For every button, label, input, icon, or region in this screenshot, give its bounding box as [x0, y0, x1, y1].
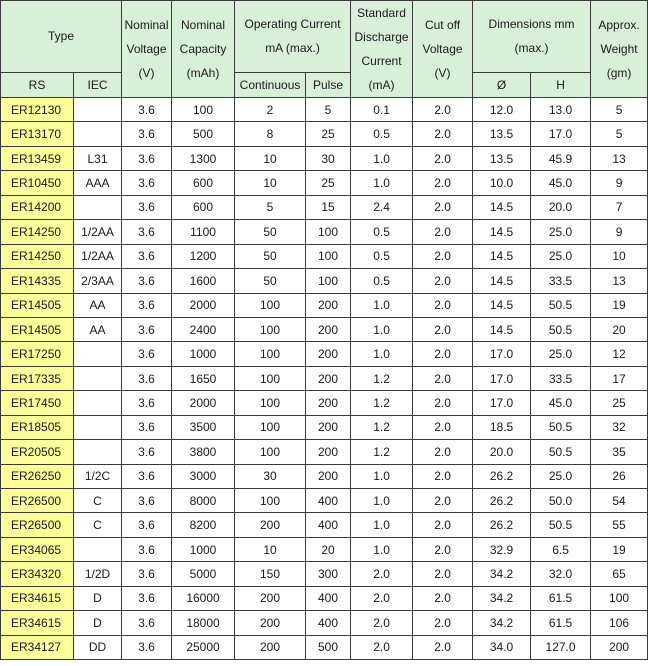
cutoff-cell: 2.0 — [413, 464, 473, 488]
diameter-cell: 34.2 — [473, 611, 531, 635]
table-row — [1, 122, 648, 146]
table-row — [1, 244, 648, 268]
pulse-cell: 500 — [306, 635, 351, 659]
diameter-cell: 12.0 — [473, 98, 531, 122]
voltage-cell: 3.6 — [122, 562, 172, 586]
diameter-cell: 14.5 — [473, 293, 531, 317]
table-row — [1, 171, 648, 195]
diameter-cell: 13.5 — [473, 146, 531, 170]
continuous-cell: 200 — [235, 513, 306, 537]
height-cell: 61.5 — [531, 611, 591, 635]
diameter-subheader: Ø — [473, 72, 531, 97]
capacity-cell: 16000 — [172, 586, 235, 610]
weight-cell: 5 — [591, 122, 648, 146]
rs-cell: ER20505 — [1, 440, 74, 464]
continuous-cell: 30 — [235, 464, 306, 488]
continuous-cell: 50 — [235, 244, 306, 268]
height-cell: 20.0 — [531, 195, 591, 219]
table-row — [1, 440, 648, 464]
pulse-cell: 200 — [306, 342, 351, 366]
table-row — [1, 513, 648, 537]
pulse-cell: 5 — [306, 98, 351, 122]
dimensions-header: Dimensions mm (max.) — [473, 1, 591, 73]
height-cell: 50.5 — [531, 293, 591, 317]
diameter-cell: 14.5 — [473, 269, 531, 293]
diameter-cell: 34.2 — [473, 562, 531, 586]
capacity-cell: 600 — [172, 195, 235, 219]
table-row — [1, 464, 648, 488]
height-cell: 13.0 — [531, 98, 591, 122]
capacity-cell: 2000 — [172, 293, 235, 317]
rs-cell: ER14335 — [1, 269, 74, 293]
continuous-cell: 100 — [235, 293, 306, 317]
pulse-cell: 100 — [306, 244, 351, 268]
pulse-cell: 200 — [306, 317, 351, 341]
discharge-cell: 1.0 — [351, 537, 413, 561]
pulse-cell: 200 — [306, 464, 351, 488]
discharge-cell: 2.4 — [351, 195, 413, 219]
iec-cell: D — [74, 586, 122, 610]
iec-cell: D — [74, 611, 122, 635]
continuous-cell: 100 — [235, 391, 306, 415]
rs-cell: ER26250 — [1, 464, 74, 488]
capacity-cell: 1000 — [172, 342, 235, 366]
weight-header: Approx. Weight (gm) — [591, 1, 648, 98]
height-cell: 25.0 — [531, 220, 591, 244]
rs-cell: ER12130 — [1, 98, 74, 122]
table-row — [1, 195, 648, 219]
continuous-cell: 100 — [235, 342, 306, 366]
cutoff-cell: 2.0 — [413, 220, 473, 244]
cutoff-cell: 2.0 — [413, 171, 473, 195]
voltage-cell: 3.6 — [122, 269, 172, 293]
discharge-cell: 1.0 — [351, 489, 413, 513]
weight-cell: 9 — [591, 171, 648, 195]
diameter-cell: 14.5 — [473, 220, 531, 244]
continuous-cell: 10 — [235, 146, 306, 170]
iec-cell: AA — [74, 317, 122, 341]
table-row — [1, 611, 648, 635]
cutoff-cell: 2.0 — [413, 562, 473, 586]
voltage-cell: 3.6 — [122, 98, 172, 122]
table-row — [1, 586, 648, 610]
weight-cell: 20 — [591, 317, 648, 341]
discharge-cell: 1.0 — [351, 293, 413, 317]
discharge-cell: 0.5 — [351, 122, 413, 146]
diameter-cell: 10.0 — [473, 171, 531, 195]
height-cell: 32.0 — [531, 562, 591, 586]
weight-cell: 55 — [591, 513, 648, 537]
continuous-cell: 200 — [235, 586, 306, 610]
weight-cell: 13 — [591, 146, 648, 170]
capacity-cell: 500 — [172, 122, 235, 146]
rs-cell: ER17335 — [1, 366, 74, 390]
continuous-cell: 50 — [235, 269, 306, 293]
nominal-voltage-header: Nominal Voltage (V) — [122, 1, 172, 98]
iec-cell — [74, 415, 122, 439]
continuous-cell: 10 — [235, 171, 306, 195]
pulse-cell: 200 — [306, 440, 351, 464]
discharge-cell: 0.5 — [351, 220, 413, 244]
continuous-cell: 100 — [235, 415, 306, 439]
diameter-cell: 32.9 — [473, 537, 531, 561]
diameter-cell: 17.0 — [473, 391, 531, 415]
continuous-cell: 10 — [235, 537, 306, 561]
discharge-cell: 1.0 — [351, 146, 413, 170]
voltage-cell: 3.6 — [122, 489, 172, 513]
capacity-cell: 3500 — [172, 415, 235, 439]
capacity-cell: 5000 — [172, 562, 235, 586]
voltage-cell: 3.6 — [122, 513, 172, 537]
continuous-cell: 8 — [235, 122, 306, 146]
rs-cell: ER13170 — [1, 122, 74, 146]
iec-subheader: IEC — [74, 72, 122, 97]
iec-cell: 1/2AA — [74, 244, 122, 268]
discharge-cell: 0.5 — [351, 244, 413, 268]
discharge-cell: 1.2 — [351, 440, 413, 464]
weight-cell: 5 — [591, 98, 648, 122]
height-cell: 45.0 — [531, 171, 591, 195]
weight-cell: 25 — [591, 391, 648, 415]
rs-cell: ER26500 — [1, 489, 74, 513]
weight-cell: 26 — [591, 464, 648, 488]
capacity-cell: 25000 — [172, 635, 235, 659]
pulse-cell: 300 — [306, 562, 351, 586]
iec-cell: C — [74, 513, 122, 537]
continuous-cell: 200 — [235, 635, 306, 659]
rs-cell: ER14250 — [1, 244, 74, 268]
rs-cell: ER14200 — [1, 195, 74, 219]
capacity-cell: 2000 — [172, 391, 235, 415]
iec-cell: DD — [74, 635, 122, 659]
table-row — [1, 366, 648, 390]
diameter-cell: 26.2 — [473, 489, 531, 513]
weight-cell: 13 — [591, 269, 648, 293]
voltage-cell: 3.6 — [122, 635, 172, 659]
continuous-cell: 150 — [235, 562, 306, 586]
discharge-cell: 0.5 — [351, 269, 413, 293]
pulse-cell: 200 — [306, 366, 351, 390]
capacity-cell: 1600 — [172, 269, 235, 293]
voltage-cell: 3.6 — [122, 391, 172, 415]
iec-cell: 2/3AA — [74, 269, 122, 293]
diameter-cell: 26.2 — [473, 513, 531, 537]
type-header: Type — [1, 1, 122, 73]
table-row — [1, 317, 648, 341]
iec-cell — [74, 122, 122, 146]
table-row — [1, 342, 648, 366]
pulse-cell: 100 — [306, 269, 351, 293]
rs-cell: ER34615 — [1, 611, 74, 635]
voltage-cell: 3.6 — [122, 586, 172, 610]
cutoff-cell: 2.0 — [413, 513, 473, 537]
rs-cell: ER17450 — [1, 391, 74, 415]
rs-cell: ER34127 — [1, 635, 74, 659]
iec-cell — [74, 391, 122, 415]
capacity-cell: 1300 — [172, 146, 235, 170]
pulse-cell: 200 — [306, 293, 351, 317]
continuous-cell: 100 — [235, 440, 306, 464]
voltage-cell: 3.6 — [122, 171, 172, 195]
table-row — [1, 146, 648, 170]
discharge-cell: 1.2 — [351, 366, 413, 390]
cutoff-cell: 2.0 — [413, 122, 473, 146]
capacity-cell: 8000 — [172, 489, 235, 513]
cutoff-cell: 2.0 — [413, 440, 473, 464]
capacity-cell: 1650 — [172, 366, 235, 390]
iec-cell: AAA — [74, 171, 122, 195]
pulse-cell: 400 — [306, 611, 351, 635]
diameter-cell: 20.0 — [473, 440, 531, 464]
rs-cell: ER14250 — [1, 220, 74, 244]
weight-cell: 35 — [591, 440, 648, 464]
table-row — [1, 562, 648, 586]
continuous-cell: 5 — [235, 195, 306, 219]
capacity-cell: 2400 — [172, 317, 235, 341]
cutoff-cell: 2.0 — [413, 293, 473, 317]
capacity-cell: 600 — [172, 171, 235, 195]
capacity-cell: 1000 — [172, 537, 235, 561]
cutoff-cell: 2.0 — [413, 489, 473, 513]
weight-cell: 200 — [591, 635, 648, 659]
iec-cell — [74, 342, 122, 366]
continuous-cell: 100 — [235, 489, 306, 513]
cutoff-cell: 2.0 — [413, 195, 473, 219]
diameter-cell: 18.5 — [473, 415, 531, 439]
voltage-cell: 3.6 — [122, 220, 172, 244]
pulse-cell: 30 — [306, 146, 351, 170]
discharge-cell: 1.0 — [351, 513, 413, 537]
rs-cell: ER34320 — [1, 562, 74, 586]
operating-current-header: Operating Current mA (max.) — [235, 1, 351, 73]
height-cell: 50.5 — [531, 317, 591, 341]
iec-cell — [74, 366, 122, 390]
table-row — [1, 415, 648, 439]
height-cell: 33.5 — [531, 269, 591, 293]
cutoff-cell: 2.0 — [413, 317, 473, 341]
discharge-cell: 2.0 — [351, 586, 413, 610]
weight-cell: 19 — [591, 293, 648, 317]
iec-cell — [74, 98, 122, 122]
cutoff-cell: 2.0 — [413, 146, 473, 170]
rs-cell: ER34615 — [1, 586, 74, 610]
iec-cell: 1/2D — [74, 562, 122, 586]
standard-discharge-header: Standard Discharge Current (mA) — [351, 1, 413, 98]
table-row — [1, 537, 648, 561]
table-row — [1, 489, 648, 513]
cutoff-cell: 2.0 — [413, 342, 473, 366]
iec-cell — [74, 440, 122, 464]
voltage-cell: 3.6 — [122, 464, 172, 488]
height-cell: 50.5 — [531, 440, 591, 464]
height-cell: 25.0 — [531, 244, 591, 268]
cutoff-cell: 2.0 — [413, 391, 473, 415]
discharge-cell: 1.0 — [351, 464, 413, 488]
continuous-subheader: Continuous — [235, 72, 306, 97]
discharge-cell: 1.2 — [351, 415, 413, 439]
weight-cell: 10 — [591, 244, 648, 268]
pulse-cell: 400 — [306, 586, 351, 610]
rs-cell: ER26500 — [1, 513, 74, 537]
pulse-cell: 200 — [306, 391, 351, 415]
voltage-cell: 3.6 — [122, 146, 172, 170]
weight-cell: 32 — [591, 415, 648, 439]
discharge-cell: 2.0 — [351, 635, 413, 659]
height-cell: 45.9 — [531, 146, 591, 170]
height-subheader: H — [531, 72, 591, 97]
height-cell: 61.5 — [531, 586, 591, 610]
height-cell: 25.0 — [531, 342, 591, 366]
rs-cell: ER18505 — [1, 415, 74, 439]
voltage-cell: 3.6 — [122, 317, 172, 341]
weight-cell: 65 — [591, 562, 648, 586]
height-cell: 33.5 — [531, 366, 591, 390]
continuous-cell: 2 — [235, 98, 306, 122]
voltage-cell: 3.6 — [122, 440, 172, 464]
weight-cell: 106 — [591, 611, 648, 635]
diameter-cell: 14.5 — [473, 317, 531, 341]
height-cell: 50.5 — [531, 513, 591, 537]
table-row — [1, 98, 648, 122]
height-cell: 17.0 — [531, 122, 591, 146]
discharge-cell: 1.0 — [351, 342, 413, 366]
height-cell: 50.0 — [531, 489, 591, 513]
pulse-cell: 15 — [306, 195, 351, 219]
rs-cell: ER17250 — [1, 342, 74, 366]
capacity-cell: 1200 — [172, 244, 235, 268]
weight-cell: 17 — [591, 366, 648, 390]
voltage-cell: 3.6 — [122, 366, 172, 390]
table-row — [1, 220, 648, 244]
discharge-cell: 1.2 — [351, 391, 413, 415]
voltage-cell: 3.6 — [122, 537, 172, 561]
nominal-capacity-header: Nominal Capacity (mAh) — [172, 1, 235, 98]
pulse-cell: 400 — [306, 489, 351, 513]
cutoff-cell: 2.0 — [413, 98, 473, 122]
pulse-cell: 100 — [306, 220, 351, 244]
continuous-cell: 50 — [235, 220, 306, 244]
diameter-cell: 14.5 — [473, 244, 531, 268]
iec-cell: 1/2AA — [74, 220, 122, 244]
rs-cell: ER14505 — [1, 293, 74, 317]
rs-cell: ER13459 — [1, 146, 74, 170]
voltage-cell: 3.6 — [122, 195, 172, 219]
height-cell: 25.0 — [531, 464, 591, 488]
diameter-cell: 34.0 — [473, 635, 531, 659]
diameter-cell: 26.2 — [473, 464, 531, 488]
capacity-cell: 18000 — [172, 611, 235, 635]
rs-subheader: RS — [1, 72, 74, 97]
discharge-cell: 2.0 — [351, 562, 413, 586]
discharge-cell: 0.1 — [351, 98, 413, 122]
discharge-cell: 1.0 — [351, 317, 413, 341]
diameter-cell: 13.5 — [473, 122, 531, 146]
iec-cell — [74, 195, 122, 219]
height-cell: 127.0 — [531, 635, 591, 659]
capacity-cell: 3000 — [172, 464, 235, 488]
weight-cell: 7 — [591, 195, 648, 219]
height-cell: 45.0 — [531, 391, 591, 415]
weight-cell: 54 — [591, 489, 648, 513]
diameter-cell: 17.0 — [473, 342, 531, 366]
continuous-cell: 200 — [235, 611, 306, 635]
table-row — [1, 391, 648, 415]
pulse-cell: 200 — [306, 415, 351, 439]
voltage-cell: 3.6 — [122, 293, 172, 317]
iec-cell: C — [74, 489, 122, 513]
cutoff-cell: 2.0 — [413, 611, 473, 635]
diameter-cell: 14.5 — [473, 195, 531, 219]
discharge-cell: 1.0 — [351, 171, 413, 195]
capacity-cell: 8200 — [172, 513, 235, 537]
voltage-cell: 3.6 — [122, 244, 172, 268]
rs-cell: ER14505 — [1, 317, 74, 341]
continuous-cell: 100 — [235, 317, 306, 341]
weight-cell: 19 — [591, 537, 648, 561]
weight-cell: 100 — [591, 586, 648, 610]
table-row — [1, 293, 648, 317]
cutoff-cell: 2.0 — [413, 366, 473, 390]
table-row — [1, 269, 648, 293]
weight-cell: 9 — [591, 220, 648, 244]
table-row — [1, 635, 648, 659]
cutoff-cell: 2.0 — [413, 635, 473, 659]
height-cell: 6.5 — [531, 537, 591, 561]
pulse-cell: 25 — [306, 122, 351, 146]
spec-table-body — [1, 98, 648, 660]
capacity-cell: 1100 — [172, 220, 235, 244]
voltage-cell: 3.6 — [122, 415, 172, 439]
cutoff-cell: 2.0 — [413, 537, 473, 561]
iec-cell: 1/2C — [74, 464, 122, 488]
weight-cell: 12 — [591, 342, 648, 366]
cutoff-cell: 2.0 — [413, 586, 473, 610]
rs-cell: ER10450 — [1, 171, 74, 195]
iec-cell: L31 — [74, 146, 122, 170]
discharge-cell: 2.0 — [351, 611, 413, 635]
cutoff-cell: 2.0 — [413, 415, 473, 439]
voltage-cell: 3.6 — [122, 342, 172, 366]
capacity-cell: 3800 — [172, 440, 235, 464]
cutoff-cell: 2.0 — [413, 269, 473, 293]
pulse-subheader: Pulse — [306, 72, 351, 97]
cutoff-voltage-header: Cut off Voltage (V) — [413, 1, 473, 98]
pulse-cell: 20 — [306, 537, 351, 561]
voltage-cell: 3.6 — [122, 611, 172, 635]
continuous-cell: 100 — [235, 366, 306, 390]
iec-cell — [74, 537, 122, 561]
diameter-cell: 17.0 — [473, 366, 531, 390]
pulse-cell: 400 — [306, 513, 351, 537]
cutoff-cell: 2.0 — [413, 244, 473, 268]
capacity-cell: 100 — [172, 98, 235, 122]
iec-cell: AA — [74, 293, 122, 317]
pulse-cell: 25 — [306, 171, 351, 195]
voltage-cell: 3.6 — [122, 122, 172, 146]
rs-cell: ER34065 — [1, 537, 74, 561]
height-cell: 50.5 — [531, 415, 591, 439]
diameter-cell: 34.2 — [473, 586, 531, 610]
